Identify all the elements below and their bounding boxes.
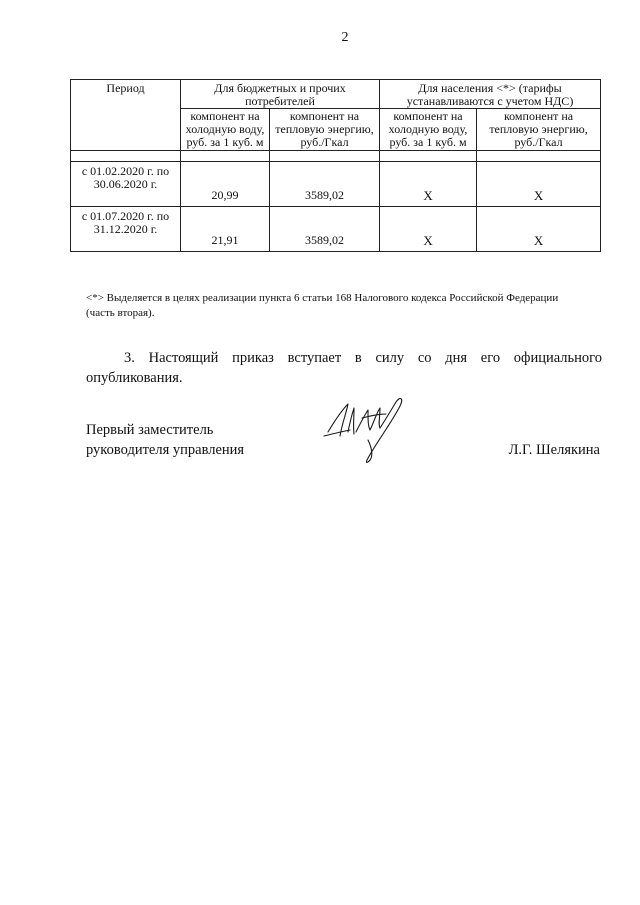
clause-line: 3. Настоящий приказ вступает в силу со дня его официального	[124, 350, 602, 366]
cold-water-population-header: компонент на холодную воду, руб. за 1 куб. м	[380, 109, 477, 151]
period-cell: с 01.07.2020 г. по 31.12.2020 г.	[71, 207, 181, 252]
footnote-line: <*> Выделяется в целях реализации пункта 6 статьи 168 Налогового кодекса Российской Федерации	[86, 292, 559, 304]
clause-line: опубликования.	[86, 370, 183, 386]
cold-water-budget-value: 20,99	[181, 162, 270, 207]
heat-budget-value: 3589,02	[270, 162, 380, 207]
signer-position-line: руководителя управления	[86, 442, 245, 458]
heat-budget-header: компонент на тепловую энергию, руб./Гкал	[270, 109, 380, 151]
table-header-row	[71, 80, 601, 109]
heat-population-header: компонент на тепловую энергию, руб./Гкал	[477, 109, 601, 151]
heat-budget-value: 3589,02	[270, 207, 380, 252]
period-column-header: Период	[71, 80, 181, 151]
handwritten-signature	[322, 392, 408, 466]
table-row	[71, 207, 601, 252]
population-header: Для населения <*> (тарифы устанавливаются с учетом НДС)	[380, 80, 601, 109]
heat-population-value: Х	[477, 162, 601, 207]
tariff-table	[70, 79, 601, 252]
footnote	[86, 291, 606, 321]
table-spacer-row	[71, 151, 601, 162]
signer-position	[86, 420, 244, 460]
budget-consumers-header: Для бюджетных и прочих потребителей	[181, 80, 380, 109]
cold-water-population-value: Х	[380, 207, 477, 252]
signer-name: Л.Г. Шелякина	[508, 442, 600, 458]
table-row	[71, 162, 601, 207]
signer-position-line: Первый заместитель	[86, 422, 214, 438]
cold-water-budget-header: компонент на холодную воду, руб. за 1 куб. м	[181, 109, 270, 151]
order-clause	[86, 348, 602, 388]
period-cell: с 01.02.2020 г. по 30.06.2020 г.	[71, 162, 181, 207]
page-number: 2	[341, 30, 349, 45]
cold-water-population-value: Х	[380, 162, 477, 207]
heat-population-value: Х	[477, 207, 601, 252]
footnote-line: (часть вторая).	[86, 307, 155, 319]
cold-water-budget-value: 21,91	[181, 207, 270, 252]
